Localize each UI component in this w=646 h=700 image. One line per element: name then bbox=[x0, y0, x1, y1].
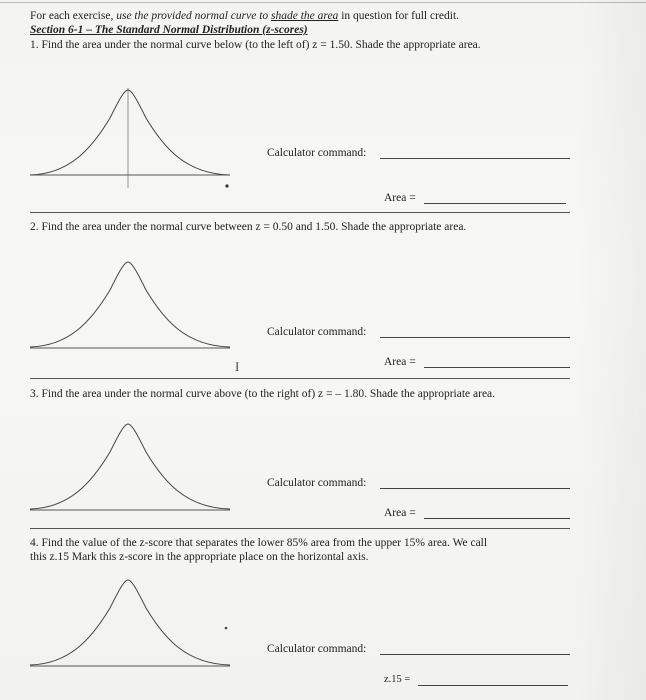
exercise-4-answer-blank[interactable] bbox=[418, 685, 568, 686]
exercise-3-normal-curve[interactable] bbox=[30, 422, 230, 516]
bell-curve bbox=[30, 580, 230, 665]
exercise-4-answer-label: z.15 = bbox=[384, 674, 411, 685]
exercise-3-calc-label: Calculator command: bbox=[267, 477, 367, 489]
instructions-underline: shade the area bbox=[271, 10, 339, 22]
exercise-3-divider bbox=[30, 528, 570, 529]
exercise-1-answer-label: Area = bbox=[384, 192, 416, 204]
exercise-2-calc-blank[interactable] bbox=[380, 337, 570, 338]
curve-dot bbox=[225, 627, 228, 630]
exercise-2-answer-blank[interactable] bbox=[424, 367, 570, 368]
exercise-3-answer-label: Area = bbox=[384, 507, 416, 519]
exercise-1-answer-blank[interactable] bbox=[424, 203, 566, 204]
text-cursor-icon: I bbox=[235, 359, 240, 374]
exercise-1-text: 1. Find the area under the normal curve below (to the left of) z = 1.50. Shade the appropriate area. bbox=[30, 39, 481, 51]
exercise-4-text-line1: 4. Find the value of the z-score that separates the lower 85% area from the upper 15% area. We call bbox=[30, 537, 488, 549]
instructions-italic: use the provided normal curve to bbox=[116, 10, 269, 22]
exercise-1-calc-label: Calculator command: bbox=[267, 147, 367, 159]
exercise-1-normal-curve[interactable] bbox=[30, 88, 230, 188]
exercise-2-divider bbox=[30, 378, 570, 379]
axis-dot bbox=[225, 184, 228, 187]
exercise-4-normal-curve[interactable] bbox=[30, 578, 230, 670]
exercise-4-calc-label: Calculator command: bbox=[267, 643, 367, 655]
instructions bbox=[30, 9, 459, 23]
bell-curve bbox=[30, 90, 230, 175]
bell-curve bbox=[30, 262, 230, 347]
exercise-2-answer-label: Area = bbox=[384, 356, 416, 368]
bell-curve bbox=[30, 424, 230, 509]
exercise-4-text-line2: this z.15 Mark this z-score in the appropriate place on the horizontal axis. bbox=[30, 551, 369, 563]
exercise-2-normal-curve[interactable] bbox=[30, 260, 230, 352]
exercise-3-answer-blank[interactable] bbox=[424, 518, 570, 519]
exercise-3-calc-blank[interactable] bbox=[380, 488, 570, 489]
exercise-2-text: 2. Find the area under the normal curve between z = 0.50 and 1.50. Shade the appropriate area. bbox=[30, 221, 467, 233]
instructions-suffix: in question for full credit. bbox=[341, 10, 460, 22]
exercise-1-calc-blank[interactable] bbox=[380, 158, 570, 159]
exercise-1-divider bbox=[30, 212, 570, 213]
exercise-2-calc-label: Calculator command: bbox=[267, 326, 367, 338]
top-divider bbox=[0, 2, 646, 3]
section-title: Section 6-1 – The Standard Normal Distribution (z-scores) bbox=[30, 24, 308, 36]
exercise-3-text: 3. Find the area under the normal curve above (to the right of) z = – 1.80. Shade the appropriate area. bbox=[30, 388, 496, 400]
instructions-prefix: For each exercise, bbox=[30, 10, 114, 22]
paper-shadow bbox=[576, 0, 646, 700]
exercise-4-calc-blank[interactable] bbox=[380, 654, 570, 655]
